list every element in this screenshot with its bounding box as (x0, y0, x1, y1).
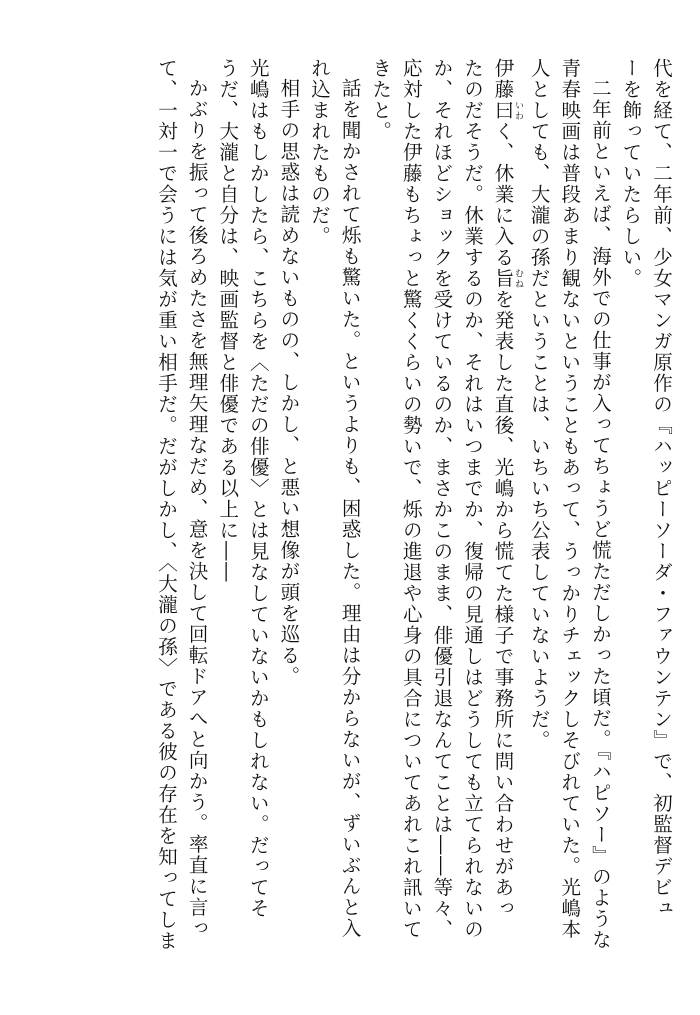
text-segment: 相手の思惑は読めないものの、しかし、と悪い想像が頭を巡る。 (277, 77, 301, 687)
text-segment: か、それほどショックを受けているのか、まさかこのまま、俳優引退なんてことは――等々、 (430, 58, 454, 940)
text-segment: を発表した直後、光嶋から慌てた様子で事務所に問い合わせがあっ (491, 289, 515, 919)
text-line (487, 58, 523, 970)
ruby-reading: いわ (513, 100, 524, 121)
text-line (334, 58, 365, 970)
text-line (426, 58, 457, 970)
text-segment: れ込まれたものだ。 (307, 58, 331, 247)
text-line (395, 58, 426, 970)
ruby-reading: むね (513, 268, 524, 289)
text-line (456, 58, 487, 970)
text-segment: 代を経て、二年前、少女マンガ原作の『ハッピーソーダ・ファウンテン』で、初監督デビュ (650, 58, 673, 919)
text-segment: て、一対一で会うには気が重い相手だ。だがしかし、〈大瀧の孫〉である彼の存在を知ってしま (155, 58, 178, 952)
text-segment: たのだそうだ。休業するのか、それはいつまでか、復帰の見通しはどうしても立てられないの (460, 58, 484, 940)
text-line (645, 58, 676, 970)
text-line (303, 58, 334, 970)
text-segment: かぶりを振って後ろめたさを無理矢理なだめ、意を決して回転ドアへと向かう。率直に言っ (185, 77, 209, 939)
ruby-annotation (491, 100, 524, 121)
ruby-annotation (491, 268, 524, 289)
text-line (150, 58, 181, 970)
text-line (212, 58, 243, 970)
text-segment: 青春映画は普段あまり観ないということもあって、うっかりチェックしそびれていた。光嶋本 (558, 58, 582, 940)
text-line (365, 58, 396, 970)
ruby-base: 曰 (491, 100, 515, 121)
text-line (242, 58, 273, 970)
text-segment: 伊藤 (491, 58, 515, 100)
text-segment: きたと。 (369, 58, 393, 142)
ruby-base: 旨 (491, 268, 515, 289)
text-segment: く、休業に入る (491, 121, 515, 268)
text-segment: 二年前といえば、海外での仕事が入ってちょうど慌ただしかった頃だ。『ハピソー』のような (588, 77, 612, 950)
text-line (181, 58, 212, 970)
text-segment: うだ、大瀧と自分は、映画監督と俳優である以上に―― (216, 58, 240, 583)
vertical-text-body (150, 58, 676, 970)
text-segment: 応対した伊藤もちょっと驚くくらいの勢いで、烁の進退や心身の具合についてあれこれ訊いて (399, 58, 423, 940)
text-line (273, 58, 304, 970)
text-segment: 話を聞かされて烁も驚いた。というよりも、困惑した。理由は分からないが、ずいぶんと入 (338, 77, 362, 939)
text-line (523, 58, 554, 970)
text-segment: ーを飾っていたらしい。 (619, 58, 643, 289)
text-line (584, 58, 615, 970)
text-segment: 人としても、大瀧の孫だということは、いちいち公表していないようだ。 (527, 58, 551, 751)
text-segment: 光嶋はもしかしたら、こちらを〈ただの俳優〉とは見なしていないかもしれない。だってそ (246, 58, 270, 919)
text-line (554, 58, 585, 970)
text-line (615, 58, 646, 970)
